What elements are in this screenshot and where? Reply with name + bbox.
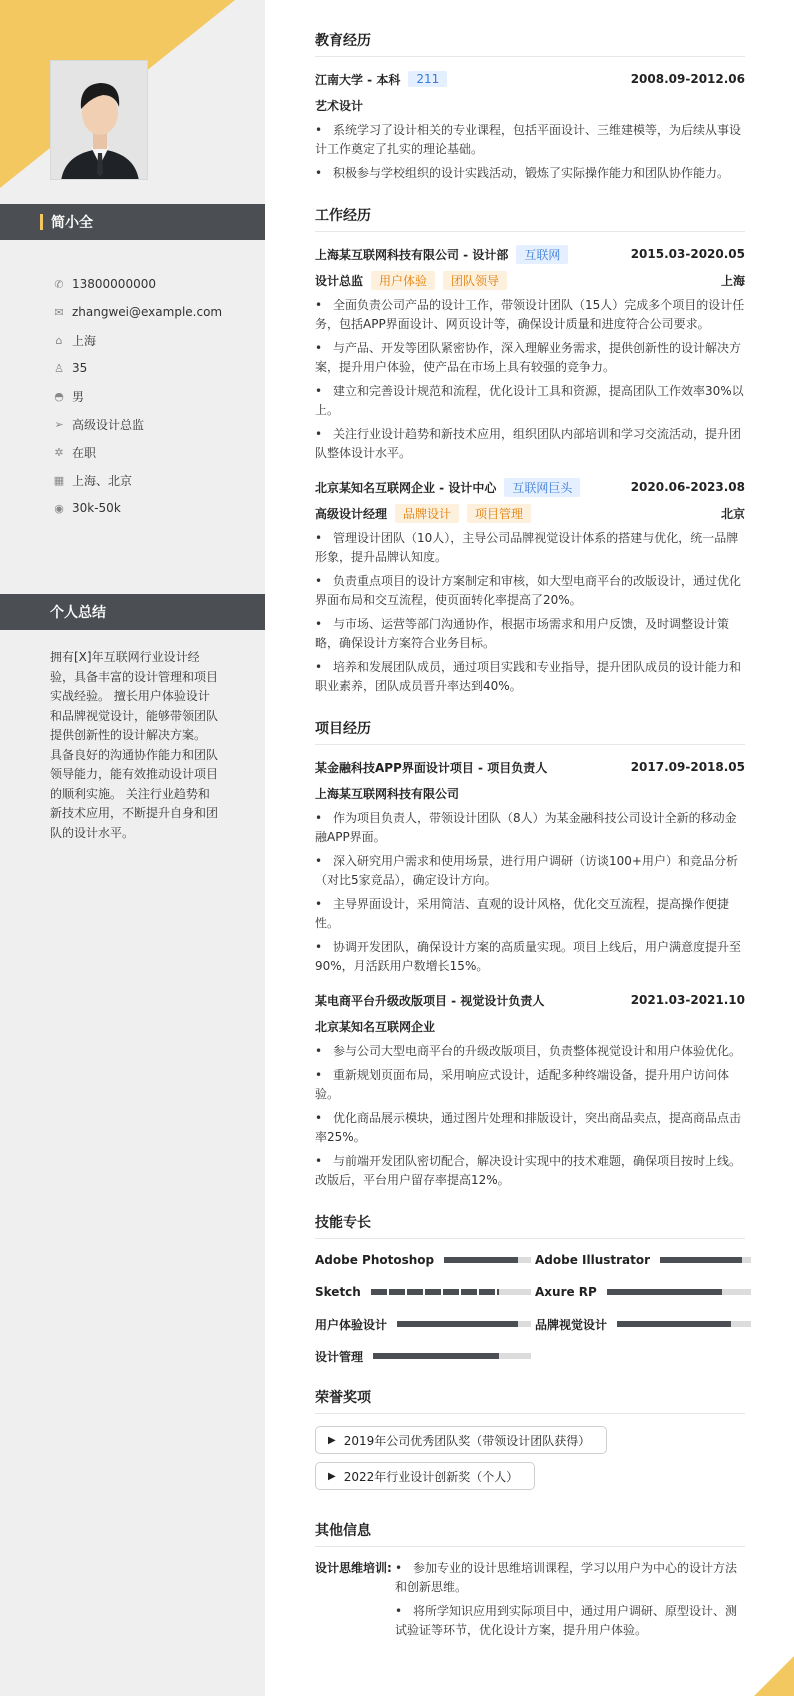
mail-icon: ✉ (54, 305, 64, 319)
skill-name: 品牌视觉设计 (535, 1317, 608, 1332)
list-item: • 深入研究用户需求和使用场景，进行用户调研（访谈100+用户）和竞品分析（对比5家竞品），确定设计方向。 (315, 852, 745, 890)
work-section (315, 205, 745, 696)
role-tag: 团队领导 (443, 271, 507, 290)
company-name: 上海某互联网科技有限公司 - 设计部 (315, 247, 509, 262)
contact-text: 35 (72, 361, 88, 375)
skill-item (315, 1251, 535, 1269)
contact-text: 高级设计总监 (72, 417, 145, 432)
role: 设计总监 (315, 273, 364, 288)
project-bullets (315, 1042, 745, 1190)
skill-bar (617, 1321, 751, 1327)
contact-position (50, 410, 260, 438)
skill-bar-fill (397, 1321, 518, 1327)
section-title: 项目经历 (315, 718, 745, 745)
section-title: 其他信息 (315, 1520, 745, 1547)
list-item: • 培养和发展团队成员，通过项目实践和专业指导，提升团队成员的设计能力和职业素养，团队成员晋升率达到40%。 (315, 658, 745, 696)
project-period: 2017.09-2018.05 (630, 760, 745, 774)
role: 高级设计经理 (315, 506, 388, 521)
skill-name: Sketch (315, 1285, 361, 1299)
contact-text: 在职 (72, 445, 97, 460)
major: 艺术设计 (315, 98, 364, 113)
contact-status (50, 438, 260, 466)
play-icon: ▶ (328, 1434, 336, 1446)
skill-bar (371, 1289, 531, 1295)
skill-name: 设计管理 (315, 1349, 364, 1364)
home-icon: ⌂ (55, 333, 63, 347)
contact-list (50, 270, 260, 522)
other-block (315, 1559, 745, 1645)
list-item: • 参与公司大型电商平台的升级改版项目，负责整体视觉设计和用户体验优化。 (315, 1042, 745, 1061)
skill-bar-fill (444, 1257, 518, 1263)
work-bullets (315, 296, 745, 463)
contact-age (50, 354, 260, 382)
skill-bar (373, 1353, 531, 1359)
role-tag: 用户体验 (371, 271, 435, 290)
list-item: • 协调开发团队，确保设计方案的高质量实现。项目上线后，用户满意度提升至90%，月活跃用户数增长15%。 (315, 938, 745, 976)
company-name: 北京某知名互联网企业 - 设计中心 (315, 480, 497, 495)
skills-grid (315, 1251, 745, 1365)
summary-text: 拥有[X]年互联网行业设计经验，具备丰富的设计管理和项目实战经验。 擅长用户体验设计和品牌视觉设计，能够带领团队提供创新性的设计解决方案。 具备良好的沟通协作能力和团队领导能力，能有效推动设计项目的顺利实施。 关注行业趋势和新技术应用，不断提升自身和团队的设计水平。 (50, 650, 219, 840)
work-period: 2015.03-2020.05 (630, 247, 745, 261)
building-icon: ▦ (53, 473, 65, 487)
industry-tag: 互联网巨头 (504, 478, 580, 497)
contact-text: zhangwei@example.com (72, 305, 223, 319)
project-name: 某电商平台升级改版项目 - 视觉设计负责人 (315, 993, 545, 1008)
list-item: • 关注行业设计趋势和新技术应用，组织团队内部培训和学习交流活动，提升团队整体设计水平。 (315, 425, 745, 463)
school-tag: 211 (408, 71, 447, 87)
skill-bar (660, 1257, 751, 1263)
main-content (315, 30, 745, 1667)
education-major-row (315, 95, 745, 115)
education-section (315, 30, 745, 183)
contact-text: 13800000000 (72, 277, 156, 291)
project-org-row (315, 783, 745, 803)
other-label: 设计思维培训: (315, 1561, 392, 1575)
skill-bar-fill (617, 1321, 731, 1327)
role-tag: 项目管理 (467, 504, 531, 523)
list-item: • 与市场、运营等部门沟通协作，根据市场需求和用户反馈，及时调整设计策略，确保设计方案符合业务目标。 (315, 615, 745, 653)
work-period: 2020.06-2023.08 (630, 480, 745, 494)
contact-text: 30k-50k (72, 501, 121, 515)
gender-icon: ◓ (54, 389, 64, 403)
list-item: • 系统学习了设计相关的专业课程，包括平面设计、三维建模等，为后续从事设计工作奠定了扎实的理论基础。 (315, 121, 745, 159)
award-text: 2019年公司优秀团队奖（带领设计团队获得） (343, 1433, 591, 1448)
list-item: • 积极参与学校组织的设计实践活动，锻炼了实际操作能力和团队协作能力。 (315, 164, 745, 183)
list-item: • 优化商品展示模块，通过图片处理和排版设计，突出商品卖点，提高商品点击率25%。 (315, 1109, 745, 1147)
award-item[interactable] (315, 1426, 607, 1454)
age-icon: ♙ (54, 361, 64, 375)
list-item: • 主导界面设计，采用简洁、直观的设计风格，优化交互流程，提高操作便捷性。 (315, 895, 745, 933)
list-item: • 参加专业的设计思维培训课程，学习以用户为中心的设计方法和创新思维。 (395, 1559, 745, 1597)
skill-bar (397, 1321, 531, 1327)
other-section (315, 1520, 745, 1645)
section-title: 工作经历 (315, 205, 745, 232)
skill-bar (607, 1289, 751, 1295)
corner-decoration (754, 1656, 794, 1696)
sidebar (0, 0, 265, 1696)
projects-section (315, 718, 745, 1190)
work-city: 上海 (720, 273, 745, 288)
skill-item (535, 1315, 755, 1333)
skill-item (535, 1283, 755, 1301)
work-bullets (315, 529, 745, 696)
list-item: • 将所学知识应用到实际项目中，通过用户调研、原型设计、测试验证等环节，优化设计方案，提升用户体验。 (395, 1602, 745, 1640)
avatar (50, 60, 148, 180)
contact-text: 上海 (72, 333, 97, 348)
contact-text: 上海、北京 (72, 473, 133, 488)
work-header (315, 244, 745, 264)
skill-bar-fill (607, 1289, 722, 1295)
education-period: 2008.09-2012.06 (630, 72, 745, 86)
list-item: • 重新规划页面布局，采用响应式设计，适配多种终端设备，提升用户访问体验。 (315, 1066, 745, 1104)
name-accent (40, 214, 43, 230)
summary-title: 个人总结 (50, 605, 106, 621)
role-row (315, 270, 745, 290)
award-item[interactable] (315, 1462, 535, 1490)
list-item: • 与产品、开发等团队紧密协作，深入理解业务需求，提供创新性的设计解决方案，提升用户体验，使产品在市场上具有较强的竞争力。 (315, 339, 745, 377)
summary-bar (0, 594, 265, 630)
award-text: 2022年行业设计创新奖（个人） (343, 1469, 519, 1484)
project-org-row (315, 1016, 745, 1036)
list-item: • 与前端开发团队密切配合，解决设计实现中的技术难题，确保项目按时上线。改版后，平台用户留存率提高12%。 (315, 1152, 745, 1190)
contact-city (50, 326, 260, 354)
project-org: 上海某互联网科技有限公司 (315, 786, 460, 801)
skill-bar-fill (373, 1353, 499, 1359)
contact-text: 男 (72, 389, 85, 404)
list-item: • 作为项目负责人，带领设计团队（8人）为某金融科技公司设计全新的移动金融APP界面。 (315, 809, 745, 847)
play-icon: ▶ (328, 1470, 336, 1482)
skill-name: Axure RP (535, 1285, 597, 1299)
education-bullets (315, 121, 745, 183)
contact-gender (50, 382, 260, 410)
skill-bar-fill (371, 1289, 499, 1295)
list-item: • 全面负责公司产品的设计工作，带领设计团队（15人）完成多个项目的设计任务，包括APP界面设计、网页设计等，确保设计质量和进度符合公司要求。 (315, 296, 745, 334)
status-icon: ✲ (54, 445, 64, 459)
skill-bar (444, 1257, 531, 1263)
list-item: • 建立和完善设计规范和流程，优化设计工具和资源，提高团队工作效率30%以上。 (315, 382, 745, 420)
contact-phone (50, 270, 260, 298)
project-name: 某金融科技APP界面设计项目 - 项目负责人 (315, 760, 548, 775)
skill-name: Adobe Photoshop (315, 1253, 435, 1267)
awards-section (315, 1387, 745, 1498)
work-header (315, 477, 745, 497)
skill-item (315, 1347, 535, 1365)
salary-icon: ◉ (54, 501, 64, 515)
project-item (315, 990, 745, 1190)
work-item (315, 244, 745, 463)
section-title: 教育经历 (315, 30, 745, 57)
skill-item (315, 1315, 535, 1333)
project-header (315, 757, 745, 777)
section-title: 技能专长 (315, 1212, 745, 1239)
name-bar (0, 204, 265, 240)
education-header (315, 69, 745, 89)
role-tag: 品牌设计 (395, 504, 459, 523)
project-period: 2021.03-2021.10 (630, 993, 745, 1007)
contact-email (50, 298, 260, 326)
work-city: 北京 (720, 506, 745, 521)
skill-bar-fill (660, 1257, 742, 1263)
role-row (315, 503, 745, 523)
school-name: 江南大学 - 本科 (315, 72, 401, 87)
send-icon: ➢ (54, 417, 64, 431)
skills-section (315, 1212, 745, 1365)
contact-salary (50, 494, 260, 522)
project-header (315, 990, 745, 1010)
list-item: • 负责重点项目的设计方案制定和审核，如大型电商平台的改版设计，通过优化界面布局和交互流程，使页面转化率提高了20%。 (315, 572, 745, 610)
contact-target-city (50, 466, 260, 494)
phone-icon: ✆ (54, 277, 64, 291)
project-org: 北京某知名互联网企业 (315, 1019, 436, 1034)
industry-tag: 互联网 (516, 245, 568, 264)
project-bullets (315, 809, 745, 976)
list-item: • 管理设计团队（10人），主导公司品牌视觉设计体系的搭建与优化，统一品牌形象，提升品牌认知度。 (315, 529, 745, 567)
skill-item (315, 1283, 535, 1301)
skill-item (535, 1251, 755, 1269)
candidate-name: 简小全 (51, 215, 93, 231)
section-title: 荣誉奖项 (315, 1387, 745, 1414)
award-list (315, 1426, 745, 1498)
skill-name: Adobe Illustrator (535, 1253, 651, 1267)
project-item (315, 757, 745, 976)
other-bullets (395, 1559, 745, 1645)
work-item (315, 477, 745, 696)
skill-name: 用户体验设计 (315, 1317, 388, 1332)
